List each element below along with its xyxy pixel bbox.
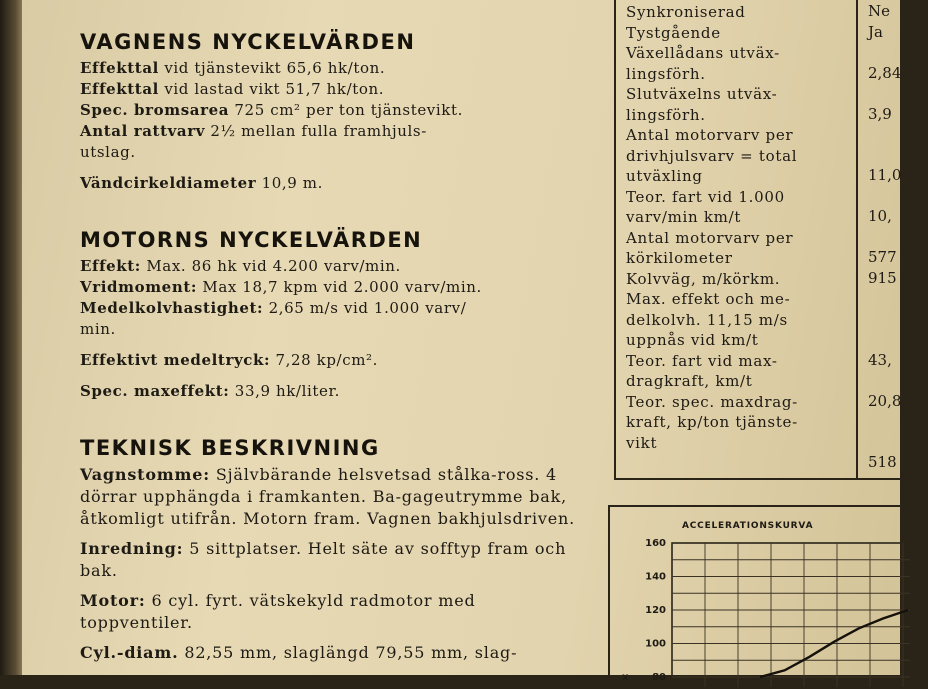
chart-frame: [672, 543, 910, 687]
paragraph-text: 5 sittplatser. Helt säte av sofftyp fram och bak.: [80, 539, 567, 580]
y-tick-label: 100: [645, 638, 666, 650]
line-label: Effektivt medeltryck:: [80, 351, 271, 369]
spec-row: utväxling: [626, 167, 703, 185]
spec-value: 10,: [868, 207, 892, 225]
spec-row: lingsförh.: [626, 64, 706, 83]
spec-row: vikt: [626, 433, 658, 452]
spec-row: lingsförh.: [626, 105, 706, 124]
spec-row: Max. effekt och me-: [626, 290, 791, 308]
chart-title: ACCELERATIONSKURVA: [682, 521, 814, 531]
line-text: utslag.: [80, 143, 136, 161]
paragraph-text: 6 cyl. fyrt. vätskekyld radmotor med toppventiler.: [80, 591, 476, 632]
line-label: Vridmoment:: [80, 278, 197, 296]
teknisk-paragraph: [80, 590, 590, 634]
line-text: 33,9 hk/liter.: [229, 382, 340, 400]
line-label: Spec. maxeffekt:: [80, 382, 230, 400]
paragraph-label: Motor:: [80, 591, 146, 610]
line-label: Antal rattvarv: [80, 122, 206, 140]
spec-row: delkolvh. 11,15 m/s: [626, 310, 788, 329]
line-label: Effekttal: [80, 59, 159, 77]
spec-value: 518: [868, 453, 897, 471]
spec-row: kraft, kp/ton tjänste-: [626, 413, 798, 431]
spec-row: drivhjulsvarv = total: [626, 146, 798, 165]
line-label: Medelkolvhastighet:: [80, 299, 264, 317]
motorns-line: [80, 319, 590, 340]
paragraph-text: 82,55 mm, slaglängd 79,55 mm, slag-: [178, 643, 518, 662]
teknisk-paragraph: [80, 464, 590, 530]
y-tick-label: 80: [652, 672, 666, 683]
page-binding-edge: [0, 0, 22, 675]
line-label: Vändcirkeldiameter: [80, 174, 257, 192]
section-vagnens: [80, 30, 590, 194]
spec-row: Växellådans utväx-: [626, 44, 780, 62]
line-text: 725 cm² per ton tjänstevikt.: [229, 101, 463, 119]
vagnens-line: [80, 121, 590, 142]
teknisk-paragraph: [80, 538, 590, 582]
spec-row: Antal motorvarv per: [626, 126, 794, 144]
spec-row: Kolvväg, m/körkm.: [626, 269, 781, 288]
paragraph-label: Vagnstomme:: [80, 465, 210, 484]
left-column: [80, 30, 590, 672]
motorns-line: [80, 256, 590, 277]
spec-row: Antal motorvarv per: [626, 228, 794, 247]
motorns-line: [80, 381, 590, 402]
paragraph-label: Cyl.-diam.: [80, 643, 179, 662]
paragraph-label: Inredning:: [80, 539, 184, 558]
spec-row: Teor. fart vid 1.000: [626, 187, 785, 206]
spec-value: 577: [868, 248, 897, 266]
acceleration-chart: [608, 505, 910, 689]
line-text: 7,28 kp/cm².: [270, 351, 379, 369]
heading-motorns: MOTORNS NYCKELVÄRDEN: [80, 228, 423, 252]
spec-value: 43,: [868, 350, 892, 369]
heading-vagnens: VAGNENS NYCKELVÄRDEN: [80, 30, 416, 54]
line-text: min.: [80, 320, 116, 338]
spec-value: 2,84: [868, 63, 902, 82]
vagnens-line: [80, 58, 590, 79]
spec-row: körkilometer: [626, 249, 733, 267]
spec-row: Synkroniserad: [626, 3, 746, 21]
y-axis-mark: x: [622, 672, 629, 683]
paragraph-text: Självbärande helsvetsad stålka-ross. 4 dörrar upphängda i framkanten. Ba-gageutrymme bak, åtkomligt utifrån. Motorn fram. Vagnen bakhjulsdriven.: [80, 465, 575, 528]
spec-row: Tystgående: [626, 23, 721, 42]
spec-row: dragkraft, km/t: [626, 372, 753, 390]
vagnens-lines: [80, 58, 590, 194]
spec-row: Slutväxelns utväx-: [626, 85, 778, 103]
spec-value: 11,0: [868, 166, 902, 184]
y-tick-label: 120: [645, 605, 666, 616]
vagnens-line: [80, 100, 590, 121]
spec-row: uppnås vid km/t: [626, 331, 759, 349]
spec-value: 3,9: [868, 104, 892, 123]
heading-teknisk: TEKNISK BESKRIVNING: [80, 436, 380, 460]
y-tick-label: 140: [645, 571, 666, 583]
spec-value: 20,8: [868, 391, 902, 410]
line-text: vid lastad vikt 51,7 hk/ton.: [158, 80, 385, 98]
spec-table: [614, 0, 918, 480]
line-text: 2½ mellan fulla framhjuls-: [205, 122, 427, 140]
teknisk-paragraphs: [80, 464, 590, 664]
vagnens-line: [80, 173, 590, 194]
vagnens-line: [80, 79, 590, 100]
magazine-page: [22, 0, 902, 683]
line-text: Max. 86 hk vid 4.200 varv/min.: [140, 257, 401, 275]
chart-svg: [610, 507, 910, 687]
spec-value: Ja: [868, 22, 883, 41]
line-text: vid tjänstevikt 65,6 hk/ton.: [158, 59, 386, 77]
spec-row: Teor. fart vid max-: [626, 351, 778, 370]
teknisk-paragraph: [80, 642, 590, 664]
section-motorns: [80, 228, 590, 402]
line-text: Max 18,7 kpm vid 2.000 varv/min.: [197, 278, 482, 296]
spec-value: 915: [868, 268, 897, 287]
spec-table-rows: [626, 2, 852, 453]
spec-row: varv/min km/t: [626, 208, 742, 226]
motorns-line: [80, 350, 590, 371]
line-label: Effekttal: [80, 80, 159, 98]
motorns-lines: [80, 256, 590, 402]
table-divider: [856, 0, 858, 478]
line-label: Spec. bromsarea: [80, 101, 230, 119]
motorns-line: [80, 277, 590, 298]
line-text: 2,65 m/s vid 1.000 varv/: [263, 299, 467, 317]
y-tick-label: 160: [645, 538, 666, 549]
motorns-line: [80, 298, 590, 319]
line-label: Effekt:: [80, 257, 141, 275]
line-text: 10,9 m.: [256, 174, 323, 192]
spec-row: Teor. spec. maxdrag-: [626, 392, 798, 411]
spec-value: Ne: [868, 2, 891, 20]
vagnens-line: [80, 142, 590, 163]
section-teknisk: [80, 436, 590, 664]
